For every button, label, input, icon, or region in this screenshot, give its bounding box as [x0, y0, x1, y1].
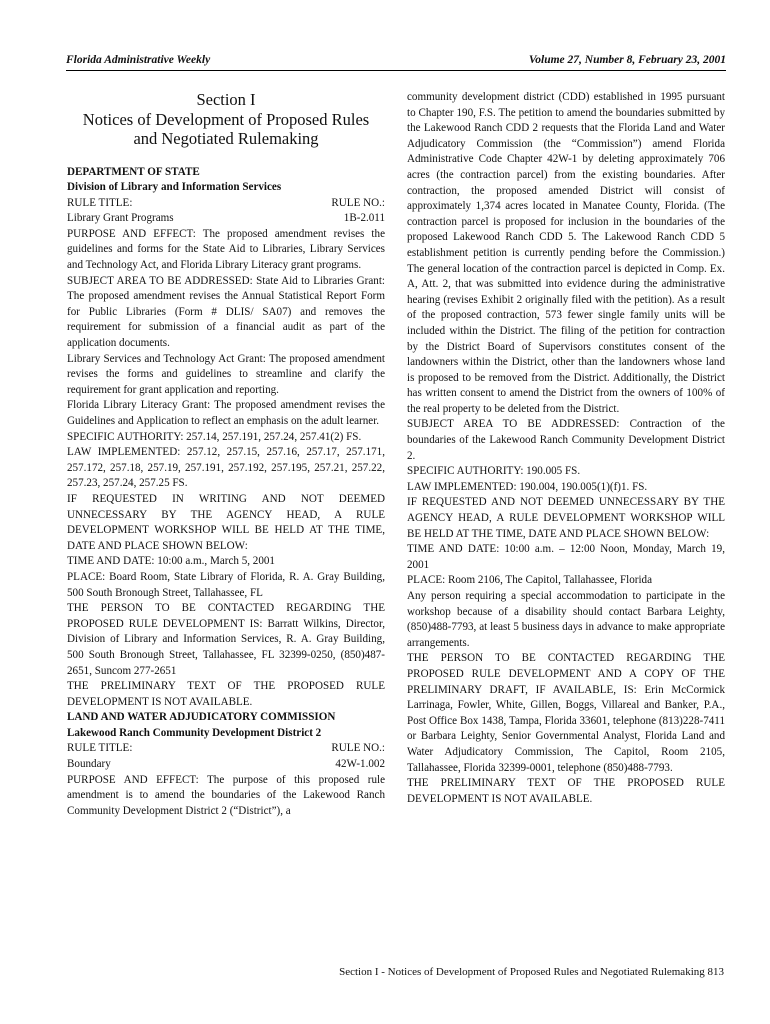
rule-title-label-2: RULE TITLE:	[67, 742, 133, 755]
division-heading: Division of Library and Information Services	[67, 181, 282, 194]
rule-value-row	[67, 211, 385, 227]
rule-label-row	[67, 196, 385, 212]
purpose-paragraph-2: PURPOSE AND EFFECT: The purpose of this proposed rule amendment is to amend the boundaries of the Lakewood Ranch Community Development District 2 (“District”), a	[67, 773, 385, 817]
rule-no: 1B-2.011	[343, 212, 385, 225]
rule-no-label-2: RULE NO.:	[331, 742, 385, 755]
place-paragraph: PLACE: Board Room, State Library of Florida, R. A. Gray Building, 500 South Bronough Street, Tallahassee, FL	[67, 570, 385, 599]
authority-paragraph: SPECIFIC AUTHORITY: 257.14, 257.191, 257.24, 257.41(2) FS.	[67, 430, 362, 443]
accommodation-paragraph: Any person requiring a special accommodation to participate in the workshop because of a disability should contact Barbara Leighty, (850)488-7793, at least 5 business days in advance to make appropriate arrangements.	[407, 590, 725, 649]
rule-title-label: RULE TITLE:	[67, 196, 133, 209]
time-paragraph: TIME AND DATE: 10:00 a.m., March 5, 2001	[67, 555, 275, 568]
page-header	[66, 54, 726, 71]
contact-paragraph-2: THE PERSON TO BE CONTACTED REGARDING THE PROPOSED RULE DEVELOPMENT AND A COPY OF THE PRELIMINARY DRAFT, IF AVAILABLE, IS: Erin McCormick Larrinaga, Fowler, White, Gillen, Boggs, Villareal and Banker, P.A., Post Office Box 1438, Tampa, Florida 33601, telephone (813)228-7411 or Barbara Leighty, Senior Governmental Analyst, Florida Land and Water Adjudicatory Commission, The Capitol, Room 2105, Tallahassee, Florida 32399-0001, telephone (850)488-7793.	[407, 652, 725, 774]
contact-paragraph: THE PERSON TO BE CONTACTED REGARDING THE PROPOSED RULE DEVELOPMENT IS: Barratt Wilkins, Director, Division of Library and Information Services, R. A. Gray Building, 500 South Bronough Street, Tallahassee, FL 32399-0250, (850)487-2651, Suncom 277-2651	[67, 602, 385, 677]
preliminary-paragraph: THE PRELIMINARY TEXT OF THE PROPOSED RULE DEVELOPMENT IS NOT AVAILABLE.	[67, 680, 385, 708]
rule-no-label: RULE NO.:	[331, 196, 385, 209]
subject-paragraph: SUBJECT AREA TO BE ADDRESSED: State Aid to Libraries Grant: The proposed amendment revises the Annual Statistical Report Form for Public Libraries (Form # DLIS/ SA07) and removes the requirement for submission of a financial audit as part of the application documents.	[67, 274, 385, 350]
department-heading-2: LAND AND WATER ADJUDICATORY COMMISSION	[67, 711, 336, 724]
workshop-paragraph: IF REQUESTED IN WRITING AND NOT DEEMED UNNECESSARY BY THE AGENCY HEAD, A RULE DEVELOPMENT WORKSHOP WILL BE HELD AT THE TIME, DATE AND PLACE SHOWN BELOW:	[67, 492, 385, 552]
literacy-paragraph: Florida Library Literacy Grant: The proposed amendment revises the Guidelines and Application to reflect an emphasis on the adult learner.	[67, 399, 385, 427]
page-footer: Section I - Notices of Development of Proposed Rules and Negotiated Rulemaking 813	[339, 966, 724, 978]
right-column	[407, 90, 725, 807]
authority-paragraph-2: SPECIFIC AUTHORITY: 190.005 FS.	[407, 465, 581, 478]
section-line-3: and Negotiated Rulemaking	[133, 129, 319, 148]
rule-title: Library Grant Programs	[67, 212, 174, 225]
rule-no-2: 42W-1.002	[335, 758, 385, 771]
subject-paragraph-2: SUBJECT AREA TO BE ADDRESSED: Contraction of the boundaries of the Lakewood Ranch Community Development District 2.	[407, 418, 725, 462]
purpose-continued: community development district (CDD) established in 1995 pursuant to Chapter 190, F.S. The petition to amend the boundaries submitted by the Lakewood Ranch CDD 2 requests that the Florida Land and Water Adjudicatory Commission (the “Commission”) amend Florida Administrative Code Chapter 42W-1 by deleting approximately 706 acres (the contraction parcel) from the existing boundaries. After contraction, the proposed amended District will consist of approximately 1,374 acres located in Manatee County, Florida. (The contraction parcel is proposed for inclusion in the boundaries of the proposed Lakewood Ranch CDD 5. The Lakewood Ranch CDD 5 establishment petition is currently pending before the Commission.) The general location of the contraction parcel is depicted in Comp. Ex. A, Att. 2, that was submitted into evidence during the administrative hearing (revises Exhibit 2 originally filed with the petition). As a result of the proposed contraction, 573 fewer single family units will be included within the District. The filing of the petition for contraction by the District Board of Supervisors constitutes consent of the landowners within the District, other than the landowners whose land is proposed to be removed from the District. Additionally, the District has written consent to amend the District from the owners of 100% of the real property to be deleted from the District.	[407, 91, 725, 415]
purpose-paragraph: PURPOSE AND EFFECT: The proposed amendment revises the guidelines and forms for the State Aid to Libraries, Library Services and Technology Act, and Florida Library Literacy grant programs.	[67, 227, 385, 272]
section-title	[67, 90, 385, 149]
preliminary-paragraph-2: THE PRELIMINARY TEXT OF THE PROPOSED RULE DEVELOPMENT IS NOT AVAILABLE.	[407, 777, 725, 805]
law-paragraph-2: LAW IMPLEMENTED: 190.004, 190.005(1)(f)1. FS.	[407, 480, 648, 493]
workshop-paragraph-2: IF REQUESTED AND NOT DEEMED UNNECESSARY BY THE AGENCY HEAD, A RULE DEVELOPMENT WORKSHOP WILL BE HELD AT THE TIME, DATE AND PLACE SHOWN BELOW:	[407, 496, 725, 540]
rule-value-row-2	[67, 757, 385, 773]
section-line-1: Section I	[196, 90, 256, 109]
time-paragraph-2: TIME AND DATE: 10:00 a.m. – 12:00 Noon, Monday, March 19, 2001	[407, 543, 725, 571]
rule-label-row-2	[67, 741, 385, 757]
place-paragraph-2: PLACE: Room 2106, The Capitol, Tallahassee, Florida	[407, 574, 653, 587]
left-column	[67, 90, 385, 819]
rule-title-2: Boundary	[67, 758, 111, 771]
lsta-paragraph: Library Services and Technology Act Grant: The proposed amendment revises the forms and guidelines to streamline and clarify the requirement for grant application and reporting.	[67, 352, 385, 396]
section-line-2: Notices of Development of Proposed Rules	[82, 109, 370, 129]
department-heading: DEPARTMENT OF STATE	[67, 165, 200, 178]
law-paragraph: LAW IMPLEMENTED: 257.12, 257.15, 257.16, 257.17, 257.171, 257.172, 257.18, 257.19, 257.191, 257.192, 257.195, 257.21, 257.22, 257.23, 257.24, 257.25 FS.	[67, 446, 385, 490]
publication-title: Florida Administrative Weekly	[66, 54, 211, 66]
division-heading-2: Lakewood Ranch Community Development District 2	[67, 726, 322, 739]
issue-info: Volume 27, Number 8, February 23, 2001	[528, 54, 726, 66]
